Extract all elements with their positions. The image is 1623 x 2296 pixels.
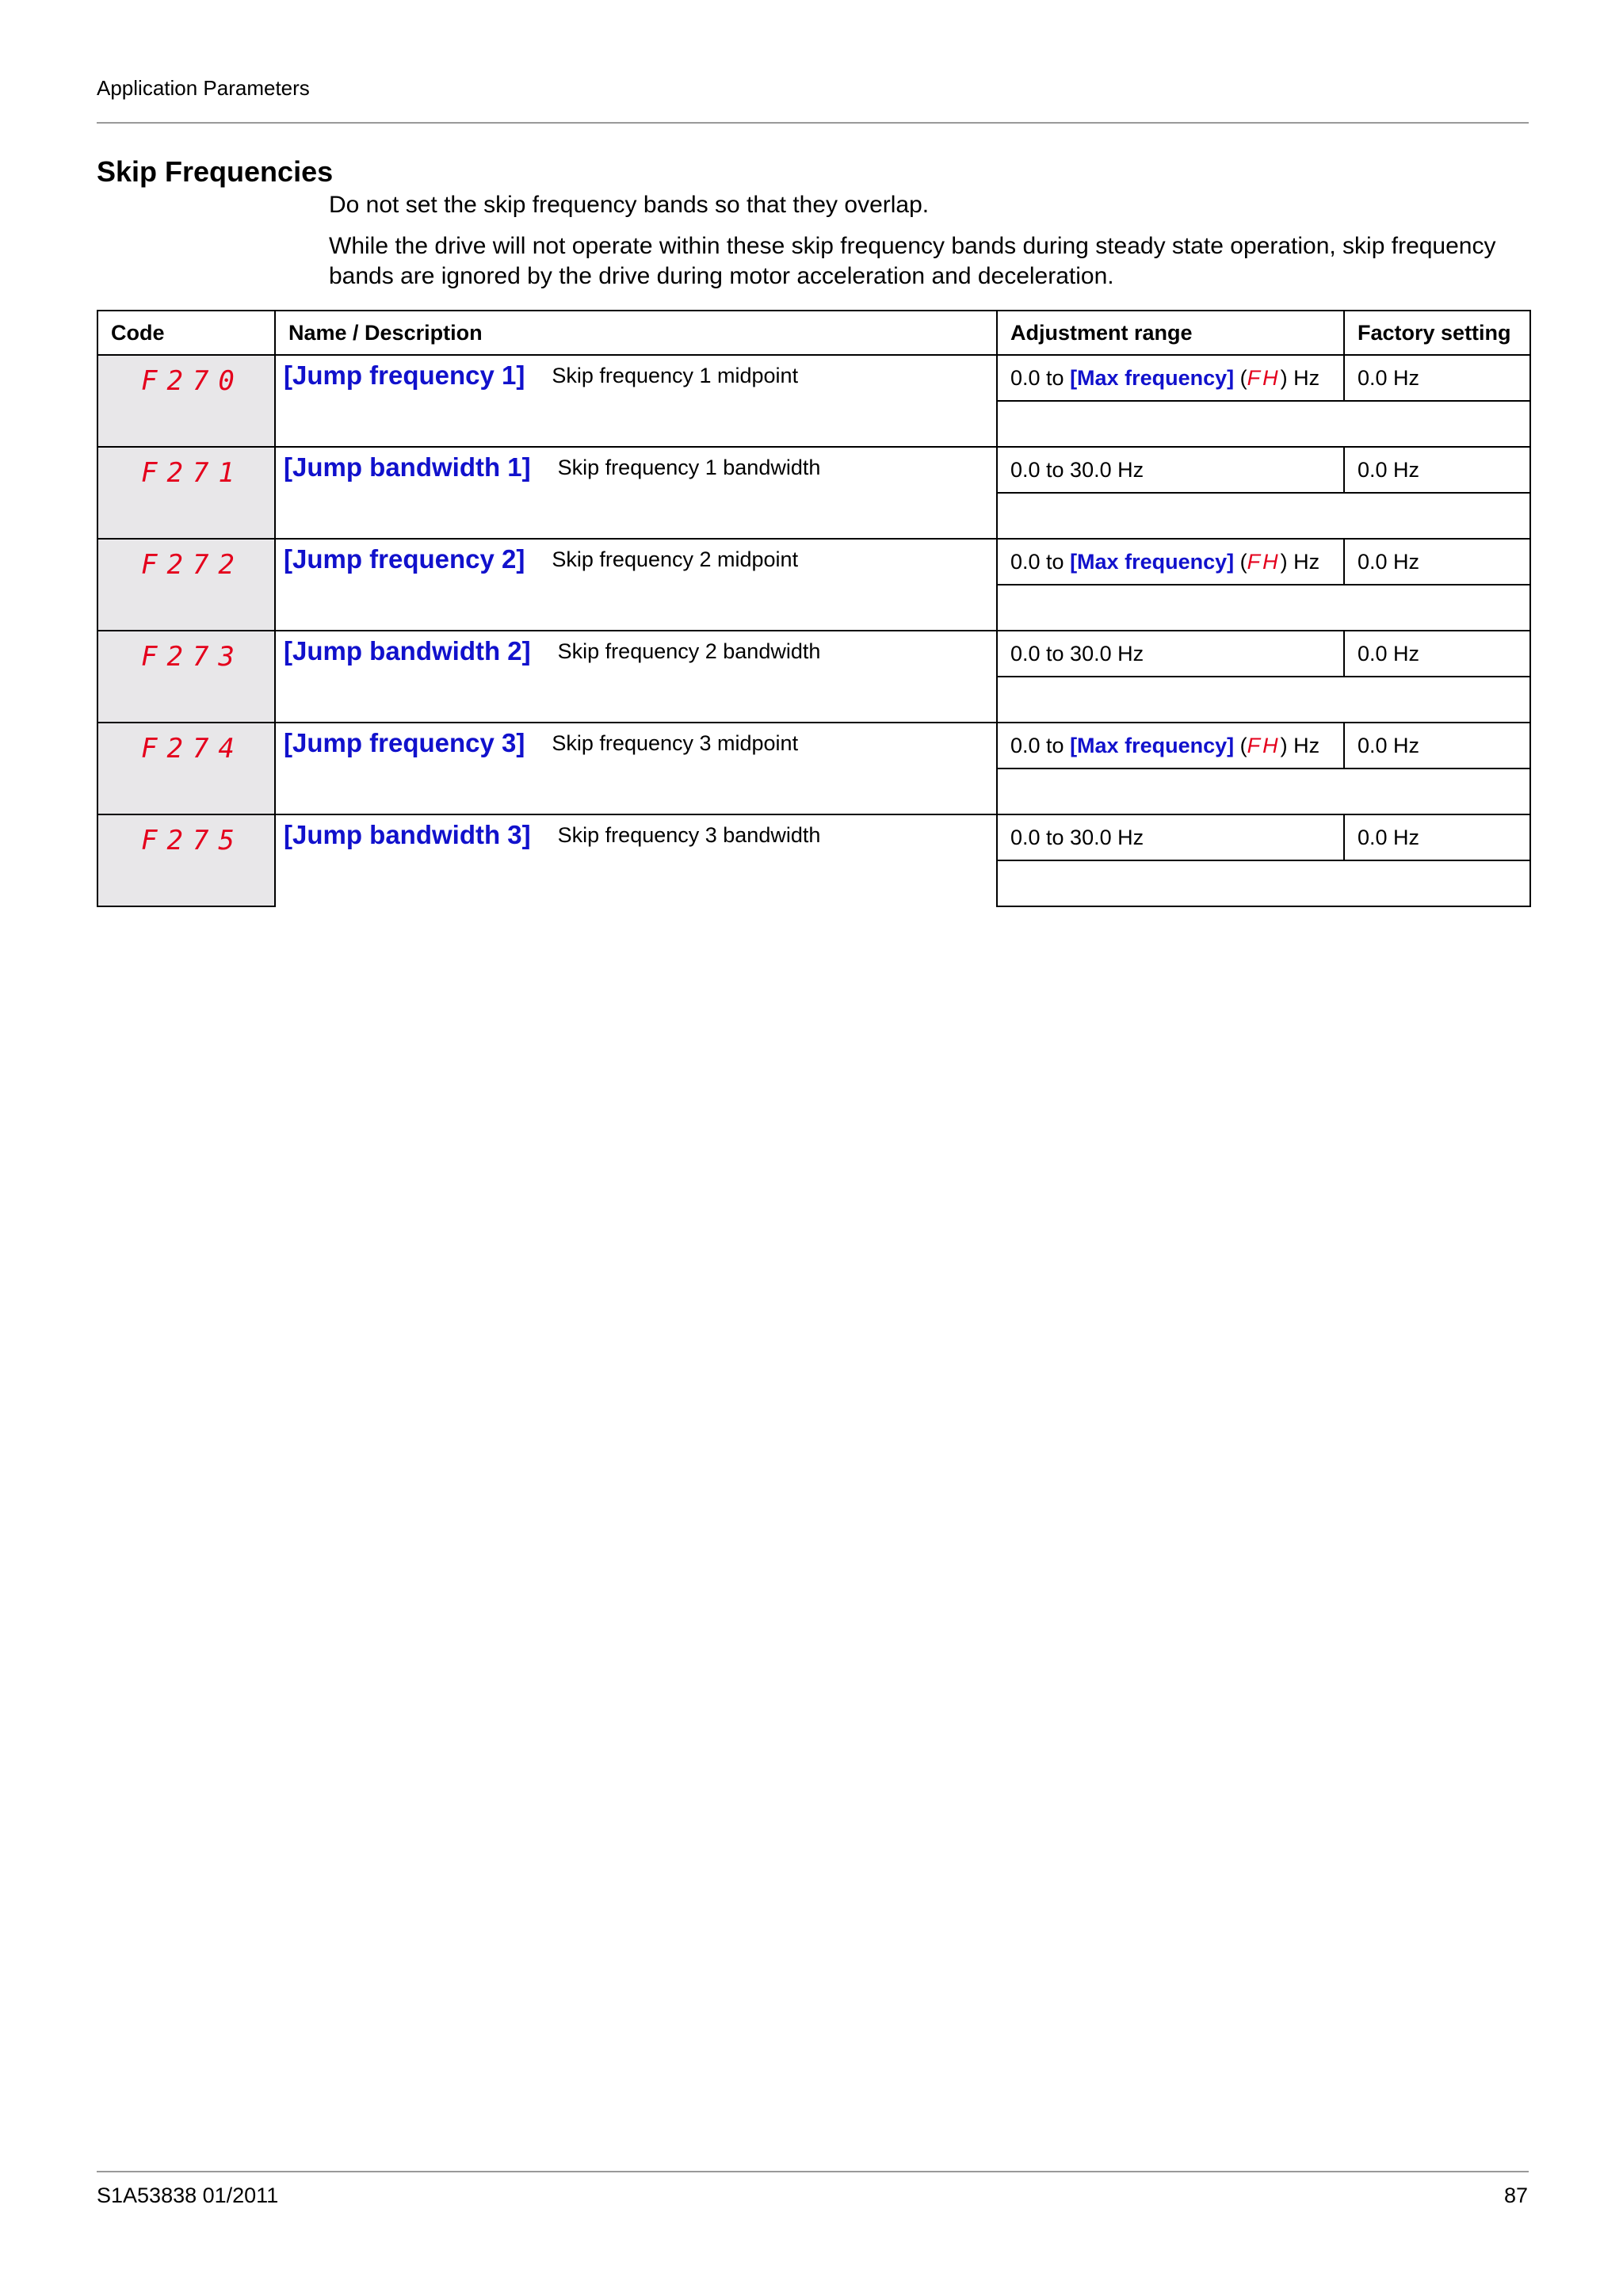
header-code: Code [97, 311, 275, 355]
adjustment-range-text: 0.0 to 30.0 Hz [1010, 457, 1144, 482]
parameter-code [97, 539, 275, 631]
range-paren-open: ( [1234, 549, 1247, 574]
parameter-name-description [275, 723, 997, 814]
max-frequency-ref: [Max frequency] [1070, 365, 1235, 390]
parameter-code-text: F272 [141, 549, 244, 581]
adjustment-range-text: 0.0 to 30.0 Hz [1010, 641, 1144, 666]
parameter-code-text: F270 [141, 365, 244, 397]
range-paren-open: ( [1234, 365, 1247, 390]
range-unit: ) Hz [1280, 733, 1320, 757]
fh-code: FH [1247, 365, 1281, 390]
parameter-description: Skip frequency 1 midpoint [552, 364, 799, 387]
footer-page-number: 87 [1503, 2183, 1528, 2207]
adjustment-range [997, 723, 1344, 769]
header-factory-setting: Factory setting [1344, 311, 1530, 355]
adjustment-range-text [1010, 734, 1319, 757]
range-unit: ) Hz [1280, 365, 1320, 390]
page-header: Application Parameters [97, 76, 310, 100]
parameter-description: Skip frequency 2 bandwidth [557, 639, 821, 663]
table-row [97, 723, 1530, 769]
factory-setting: 0.0 Hz [1344, 723, 1530, 769]
range-prefix: 0.0 to [1010, 549, 1071, 574]
parameter-name: [Jump frequency 3] [284, 728, 525, 757]
parameter-name-description [275, 355, 997, 447]
row-spacer-cell [997, 585, 1530, 631]
parameter-code [97, 631, 275, 723]
parameter-description: Skip frequency 3 midpoint [552, 731, 799, 755]
table-row [97, 814, 1530, 860]
range-paren-open: ( [1234, 733, 1247, 757]
parameter-name: [Jump bandwidth 3] [284, 820, 531, 849]
row-spacer-cell [997, 493, 1530, 539]
table-row [97, 631, 1530, 677]
parameter-name: [Jump bandwidth 2] [284, 636, 531, 666]
factory-setting: 0.0 Hz [1344, 631, 1530, 677]
factory-setting: 0.0 Hz [1344, 447, 1530, 493]
row-spacer-cell [997, 860, 1530, 906]
range-prefix: 0.0 to [1010, 733, 1071, 757]
parameter-name-description [275, 814, 997, 906]
adjustment-range [997, 814, 1344, 860]
section-title: Skip Frequencies [97, 155, 334, 188]
fh-code: FH [1247, 733, 1281, 757]
adjustment-range-text: 0.0 to 30.0 Hz [1010, 825, 1144, 849]
parameter-code [97, 355, 275, 447]
range-unit: ) Hz [1280, 549, 1320, 574]
parameter-name-description [275, 631, 997, 723]
parameter-code [97, 723, 275, 814]
factory-setting: 0.0 Hz [1344, 539, 1530, 585]
intro-paragraph-1: Do not set the skip frequency bands so that they overlap. [329, 192, 930, 218]
parameter-name-description [275, 447, 997, 539]
adjustment-range-text [1010, 366, 1319, 390]
fh-code: FH [1247, 549, 1281, 574]
table-header-row [97, 311, 1530, 355]
parameter-code [97, 814, 275, 906]
parameter-name: [Jump frequency 2] [284, 544, 525, 574]
parameter-description: Skip frequency 1 bandwidth [557, 456, 821, 479]
row-spacer-cell [997, 401, 1530, 447]
header-rule [97, 122, 1529, 124]
parameter-name: [Jump frequency 1] [284, 360, 525, 390]
parameter-code [97, 447, 275, 539]
parameter-code-text: F274 [141, 733, 244, 765]
range-prefix: 0.0 to [1010, 365, 1071, 390]
max-frequency-ref: [Max frequency] [1070, 733, 1235, 757]
parameter-code-text: F271 [141, 457, 244, 489]
parameter-code-text: F273 [141, 641, 244, 673]
adjustment-range [997, 539, 1344, 585]
table-row [97, 355, 1530, 401]
parameter-description: Skip frequency 3 bandwidth [557, 823, 821, 847]
parameter-name: [Jump bandwidth 1] [284, 452, 531, 482]
row-spacer-cell [997, 677, 1530, 723]
factory-setting: 0.0 Hz [1344, 814, 1530, 860]
parameter-description: Skip frequency 2 midpoint [552, 547, 799, 571]
parameter-name-description [275, 539, 997, 631]
header-name-description: Name / Description [275, 311, 997, 355]
adjustment-range-text [1010, 550, 1319, 574]
table-row [97, 539, 1530, 585]
row-spacer-cell [997, 769, 1530, 814]
factory-setting: 0.0 Hz [1344, 355, 1530, 401]
adjustment-range [997, 447, 1344, 493]
table-row [97, 447, 1530, 493]
footer-rule [97, 2171, 1529, 2172]
table-body [97, 355, 1530, 906]
adjustment-range [997, 355, 1344, 401]
header-adjustment-range: Adjustment range [997, 311, 1344, 355]
intro-paragraph-2: While the drive will not operate within these skip frequency bands during steady state operation, skip frequency bands are ignored by the drive during motor acceleration and deceleration. [329, 233, 1496, 289]
parameter-table [97, 310, 1531, 907]
adjustment-range [997, 631, 1344, 677]
footer-doc-id: S1A53838 01/2011 [97, 2183, 279, 2207]
parameter-code-text: F275 [141, 825, 244, 856]
max-frequency-ref: [Max frequency] [1070, 549, 1235, 574]
